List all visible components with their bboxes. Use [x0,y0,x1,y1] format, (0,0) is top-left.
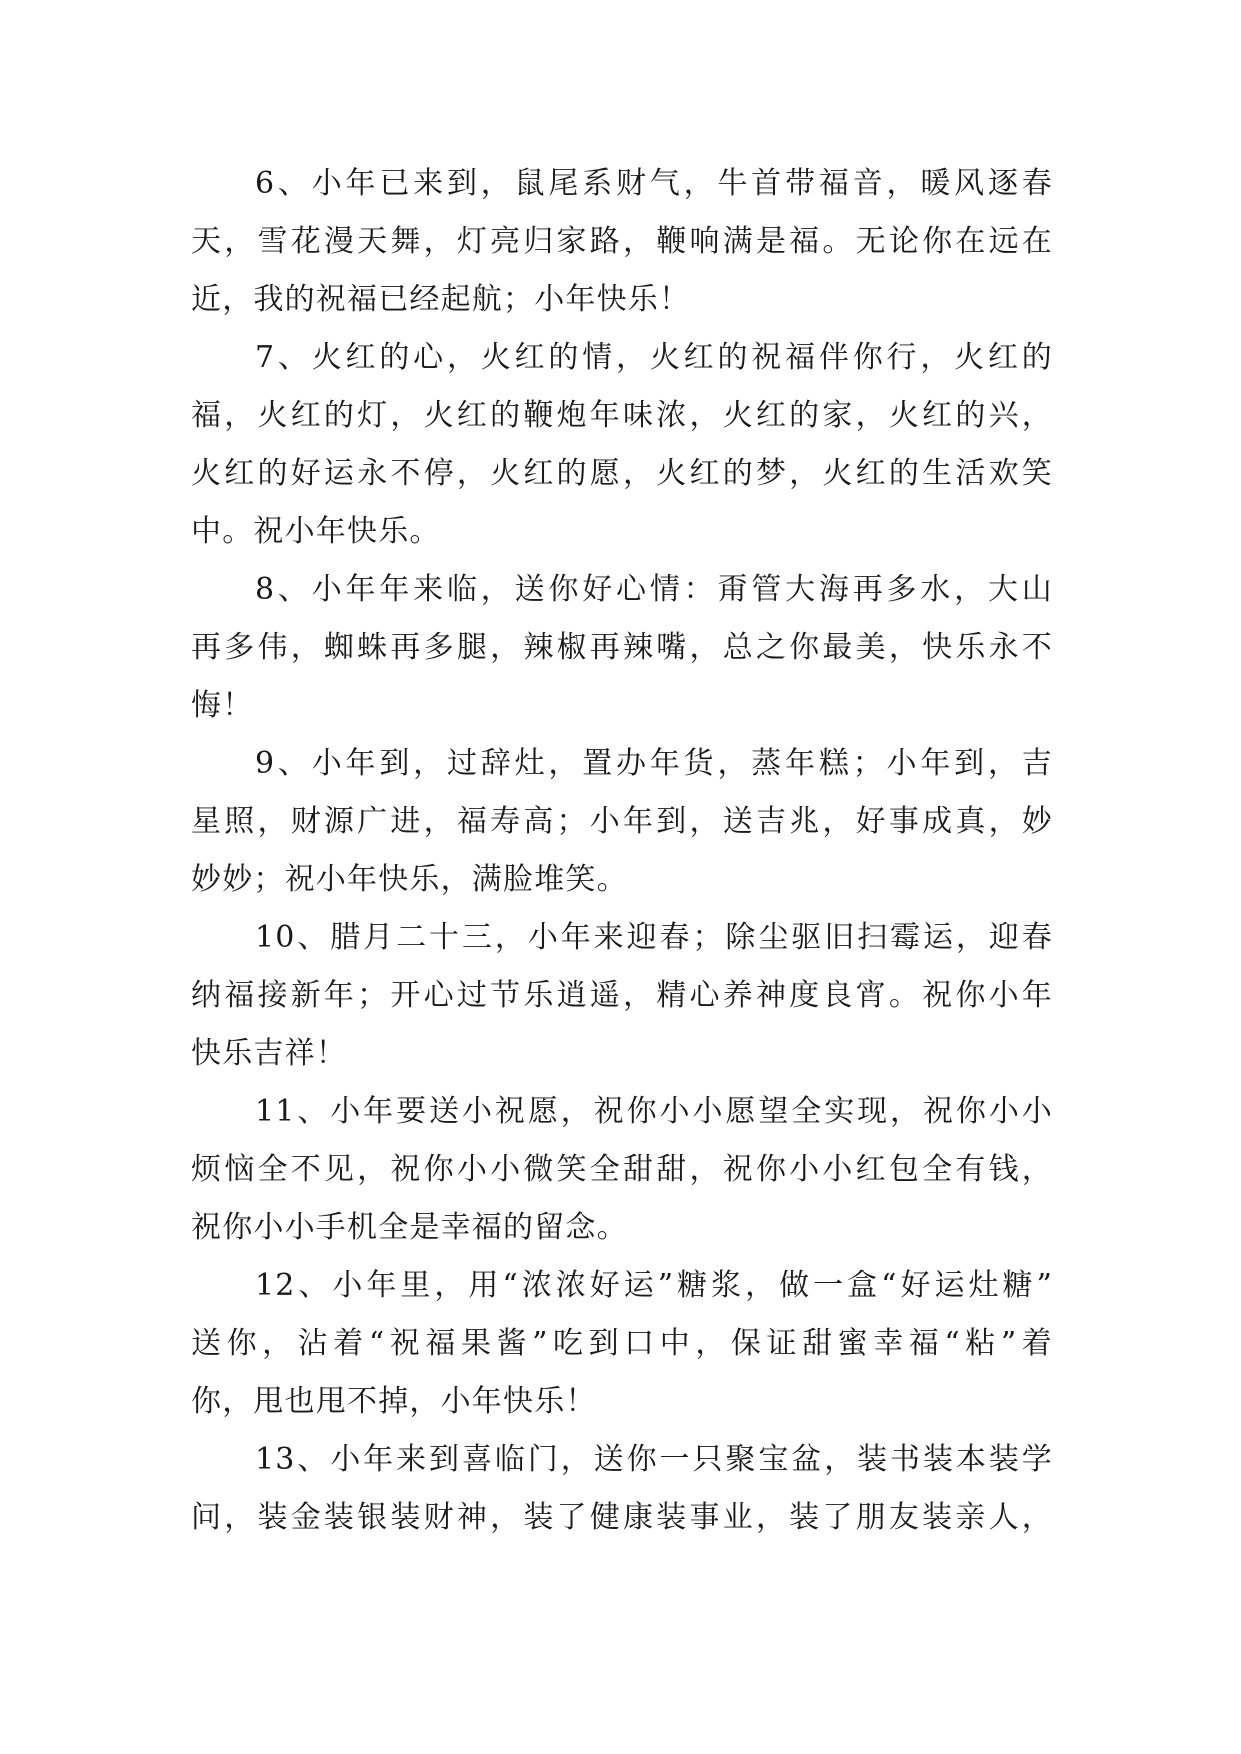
text-line: 烦恼全不见，祝你小小微笑全甜甜，祝你小小红包全有钱， [191,1152,1053,1187]
text-line: 13、小年来到喜临门，送你一只聚宝盆，装书装本装学 [255,1442,1053,1477]
text-line: 快乐吉祥！ [191,1036,347,1071]
text-line: 火红的好运永不停，火红的愿，火红的梦，火红的生活欢笑 [191,456,1053,491]
text-line: 妙妙；祝小年快乐，满脸堆笑。 [191,862,628,897]
paragraph-11 [191,1083,1053,1257]
text-line: 11、小年要送小祝愿，祝你小小愿望全实现，祝你小小 [255,1094,1053,1129]
document-body [191,155,1053,1547]
text-line: 福，火红的灯，火红的鞭炮年味浓，火红的家，火红的兴， [191,398,1053,433]
paragraph-10 [191,909,1053,1083]
text-line: 祝你小小手机全是幸福的留念。 [191,1210,628,1245]
paragraph-6 [191,155,1053,329]
text-line: 纳福接新年；开心过节乐逍遥，精心养神度良宵。祝你小年 [191,978,1053,1013]
text-line: 再多伟，蜘蛛再多腿，辣椒再辣嘴，总之你最美，快乐永不 [191,630,1053,665]
text-line: 送你，沾着“祝福果酱”吃到口中，保证甜蜜幸福“粘”着 [191,1326,1053,1361]
text-line: 6、小年已来到，鼠尾系财气，牛首带福音，暖风逐春 [255,166,1053,201]
text-line: 星照，财源广进，福寿高；小年到，送吉兆，好事成真，妙 [191,804,1053,839]
paragraph-13 [191,1431,1053,1547]
text-line: 8、小年年来临，送你好心情：甭管大海再多水，大山 [255,572,1053,607]
text-line: 9、小年到，过辞灶，置办年货，蒸年糕；小年到，吉 [255,746,1053,781]
text-line: 中。祝小年快乐。 [191,514,441,549]
text-line: 悔！ [191,688,254,723]
text-line: 10、腊月二十三，小年来迎春；除尘驱旧扫霉运，迎春 [255,920,1053,955]
text-line: 天，雪花漫天舞，灯亮归家路，鞭响满是福。无论你在远在 [191,224,1053,259]
text-line: 12、小年里，用“浓浓好运”糖浆，做一盒“好运灶糖” [255,1268,1053,1303]
paragraph-7 [191,329,1053,561]
paragraph-9 [191,735,1053,909]
paragraph-8 [191,561,1053,735]
paragraph-12 [191,1257,1053,1431]
text-line: 7、火红的心，火红的情，火红的祝福伴你行，火红的 [255,340,1053,375]
text-line: 近，我的祝福已经起航；小年快乐！ [191,282,691,317]
text-line: 问，装金装银装财神，装了健康装事业，装了朋友装亲人， [191,1500,1053,1535]
text-line: 你，甩也甩不掉，小年快乐！ [191,1384,597,1419]
